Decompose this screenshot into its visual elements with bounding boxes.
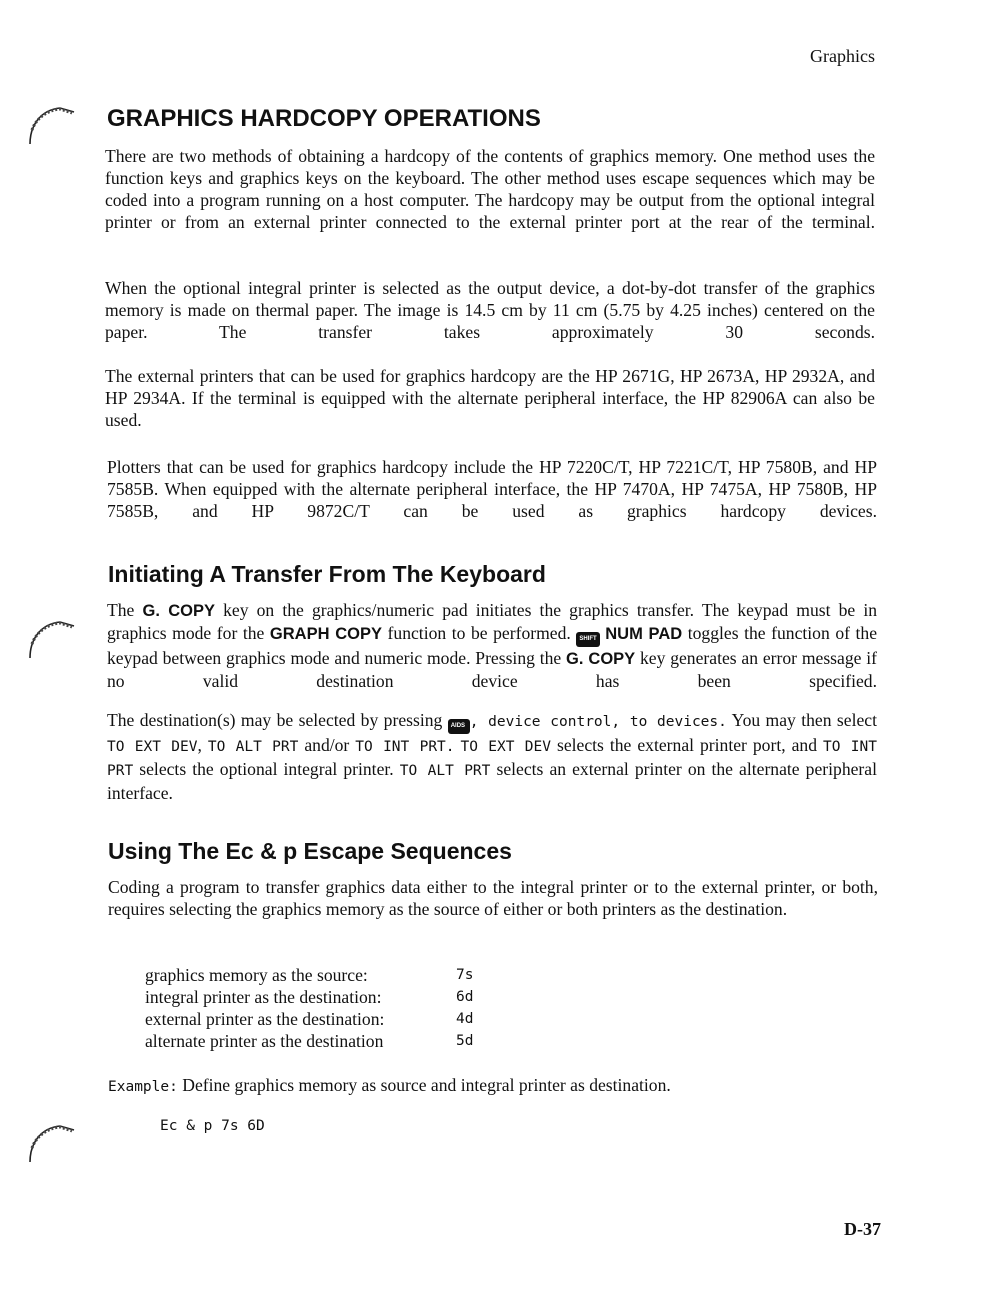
graph-copy-label: GRAPH COPY	[269, 625, 382, 643]
section-heading-escape: Using The Ec & p Escape Sequences	[108, 838, 512, 864]
shift-key-icon: SHIFT	[576, 632, 599, 647]
num-pad-key-label: NUM PAD	[605, 625, 683, 643]
paragraph-gcopy: The G. COPY key on the graphics/numeric pad initiates the graphics transfer. The keypad must be in graphics mode for the GRAPH COPY function to be performed. SHIFT NUM PAD toggles the function of the keypad between graphics mode and numeric mode. Pressing the G. COPY key generates an error message if no valid destination device has been specified.	[107, 600, 878, 691]
example-line	[108, 1074, 671, 1098]
page-number: D-37	[844, 1219, 881, 1239]
hp-margin-mark-icon	[26, 614, 78, 662]
aids-key-icon: AIDS	[448, 719, 470, 734]
sequence-row: alternate printer as the destination 5d	[145, 1031, 474, 1051]
sequence-row: external printer as the destination: 4d	[145, 1009, 474, 1029]
paragraph-destination: The destination(s) may be selected by pressing AIDS , device control, to devices. You may then select TO EXT DEV, TO ALT PRT and/or TO INT PRT. TO EXT DEV selects the external printer port, and TO INT PRT selects the optional integral printer. TO ALT PRT selects an external printer on the alternate peripheral interface.	[107, 710, 877, 803]
hp-margin-mark-icon	[26, 1118, 78, 1166]
paragraph-integral-printer: When the optional integral printer is selected as the output device, a dot-by-dot transfer of the graphics memory is made on thermal paper. The image is 14.5 cm by 11 cm (5.75 by 4.25 inches) centered on the paper. The transfer takes approximately 30 seconds.	[105, 278, 875, 342]
example-code: Ec & p 7s 6D	[160, 1118, 265, 1134]
example-label: Example:	[108, 1079, 178, 1095]
hp-margin-mark-icon	[26, 100, 78, 148]
sequence-row: integral printer as the destination: 6d	[145, 987, 474, 1007]
example-text: Define graphics memory as source and integral printer as destination.	[182, 1075, 671, 1095]
sequence-row: graphics memory as the source: 7s	[145, 965, 474, 985]
sequence-table	[145, 964, 473, 1052]
paragraph-coding: Coding a program to transfer graphics data either to the integral printer or to the external printer, or both, requires selecting the graphics memory as the source of either or both printers as the destination.	[108, 877, 878, 919]
gcopy-key-label: G. COPY	[566, 650, 636, 668]
section-heading-keyboard: Initiating A Transfer From The Keyboard	[108, 561, 546, 587]
section-heading-hardcopy: GRAPHICS HARDCOPY OPERATIONS	[107, 105, 541, 132]
paragraph-methods: There are two methods of obtaining a hardcopy of the contents of graphics memory. One method uses the function keys and graphics keys on the keyboard. The other method uses escape sequences which may be coded into a program running on a host computer. The hardcopy may be output from the optional integral printer or from an external printer connected to the external printer port at the rear of the terminal.	[105, 146, 875, 232]
gcopy-key-label: G. COPY	[142, 602, 215, 620]
paragraph-external-printers: The external printers that can be used for graphics hardcopy are the HP 2671G, HP 2673A, HP 2932A, and HP 2934A. If the terminal is equipped with the alternate peripheral interface, the HP 82906A can also be used.	[105, 366, 875, 430]
paragraph-plotters: Plotters that can be used for graphics hardcopy include the HP 7220C/T, HP 7221C/T, HP 7580B, and HP 7585B. When equipped with the alternate peripheral interface, the HP 7470A, HP 7475A, HP 7580B, HP 7585B, and HP 9872C/T can be used as graphics hardcopy devices.	[107, 457, 877, 521]
running-title: Graphics	[810, 46, 875, 66]
